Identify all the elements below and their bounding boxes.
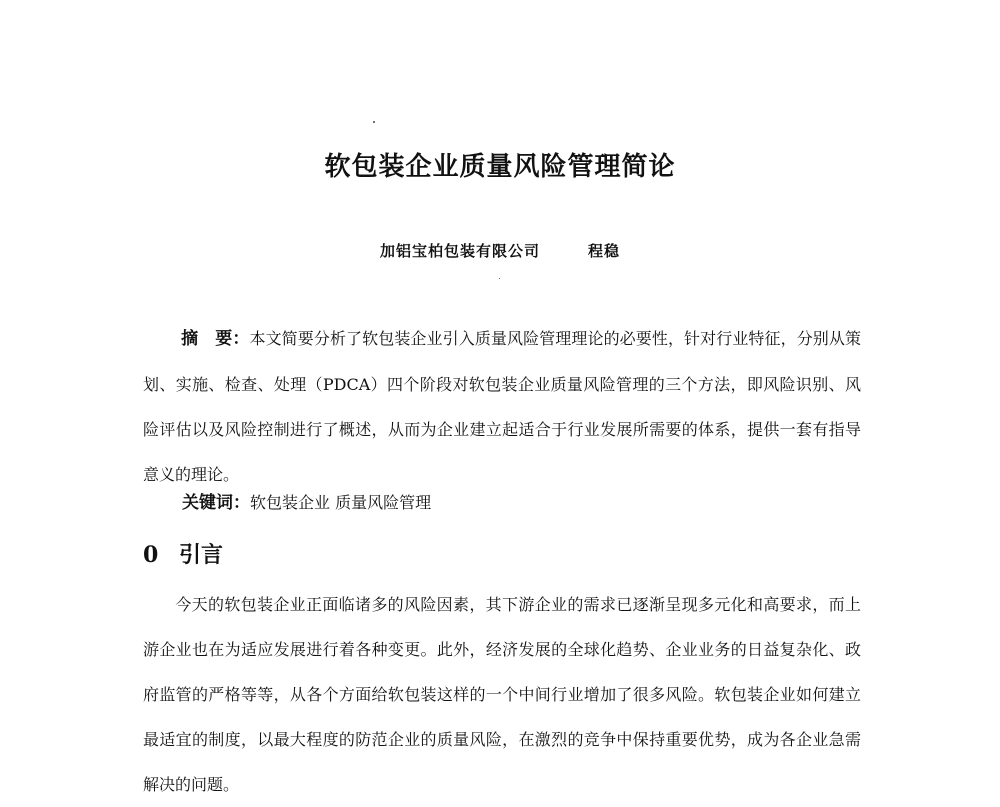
abstract-text: 本文简要分析了软包装企业引入质量风险管理理论的必要性，针对行业特征，分别从策划、实施、检查、处理（PDCA）四个阶段对软包装企业质量风险管理的三个方法，即风险识别、风险评估以及风险控制进行了概述，从而为企业建立起适合于行业发展所需要的体系，提供一套有指导意义的理论。 xyxy=(143,329,861,484)
scan-speck xyxy=(499,278,500,279)
keywords-label: 关键词： xyxy=(182,493,250,513)
section-heading xyxy=(143,538,223,569)
keywords-text: 软包装企业 质量风险管理 xyxy=(250,493,432,512)
body-paragraph-text: 今天的软包装企业正面临诸多的风险因素，其下游企业的需求已逐渐呈现多元化和高要求，而上游企业也在为适应发展进行着各种变更。此外，经济发展的全球化趋势、企业业务的日益复杂化、政府监管的严格等等，从各个方面给软包装这样的一个中间行业增加了很多风险。软包装企业如何建立最适宜的制度，以最大程度的防范企业的质量风险，在激烈的竞争中保持重要优势，成为各企业急需解决的问题。 xyxy=(143,595,861,794)
keywords-line xyxy=(182,488,431,513)
section-number: 0 xyxy=(143,542,159,568)
author-name: 程稳 xyxy=(588,242,621,260)
scan-speck xyxy=(373,121,375,123)
abstract-label: 摘 要： xyxy=(181,329,250,349)
byline xyxy=(0,240,1000,261)
author-affiliation: 加铝宝柏包装有限公司 xyxy=(379,242,540,260)
abstract-paragraph xyxy=(143,316,861,497)
paper-title: 软包装企业质量风险管理简论 xyxy=(324,152,676,182)
body-paragraph xyxy=(143,582,861,807)
section-title: 引言 xyxy=(179,543,224,568)
